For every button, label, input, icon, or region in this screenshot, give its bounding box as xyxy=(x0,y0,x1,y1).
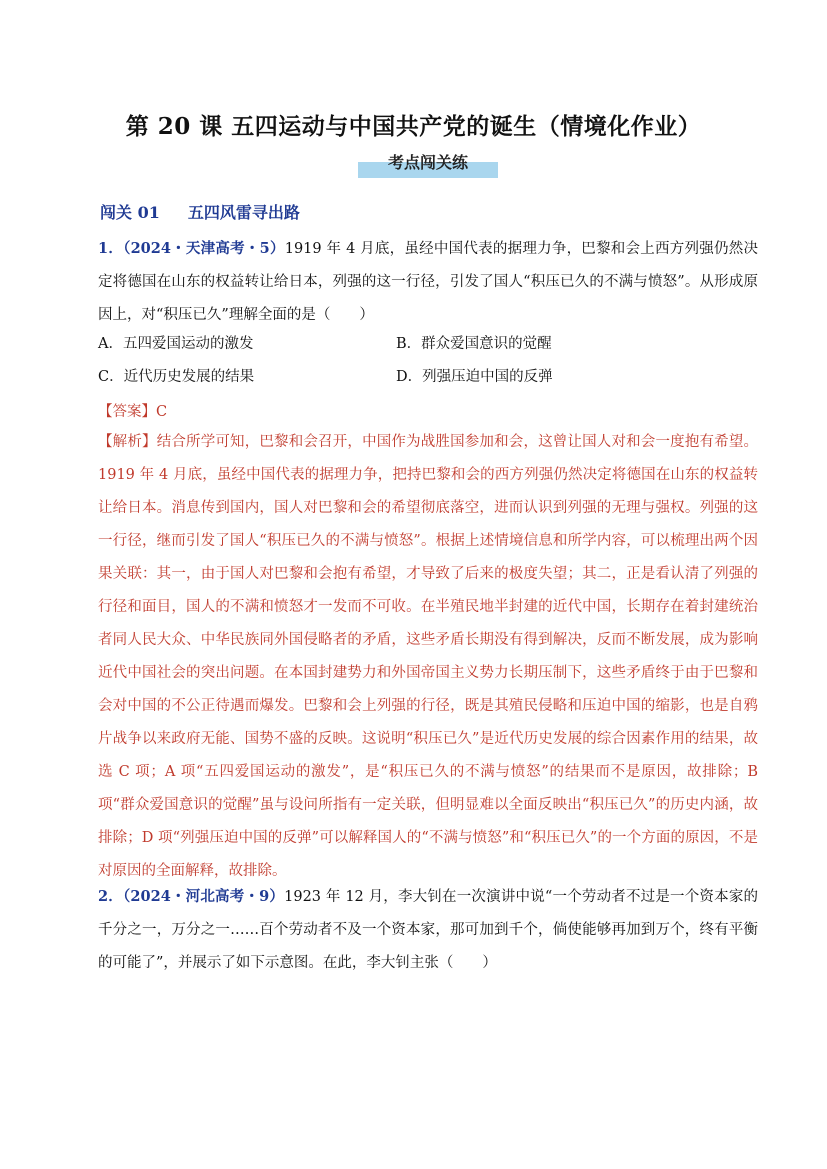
analysis-label: 【解析】 xyxy=(98,434,157,450)
section-heading xyxy=(100,200,300,223)
question-2-stem xyxy=(98,880,758,980)
section-banner xyxy=(358,150,498,178)
question-source: （2024・天津高考・5） xyxy=(123,240,285,257)
question-text: 1923 年 12 月，李大钊在一次演讲中说“一个劳动者不过是一个资本家的千分之一，万分之一……百个劳动者不及一个资本家，那可加到千个，倘使能够再加到万个，终有平衡的可能了”，并展示了如下示意图。在此，李大钊主张（ ） xyxy=(98,889,759,971)
section-id: 闯关 01 xyxy=(100,203,160,222)
question-number: 2． xyxy=(98,888,123,905)
banner-label: 考点闯关练 xyxy=(387,153,468,172)
option-b: B．群众爱国意识的觉醒 xyxy=(396,336,552,352)
page-title: 第 20 课 五四运动与中国共产党的诞生（情境化作业） xyxy=(125,113,702,140)
option-d: D．列强压迫中国的反弹 xyxy=(396,369,553,385)
question-text: 1919 年 4 月底，虽经中国代表的据理力争，巴黎和会上西方列强仍然决定将德国在山东的权益转让给日本，列强的这一行径，引发了国人“积压已久的不满与愤怒”。从形成原因上，对“积压已久”理解全面的是（ ） xyxy=(98,241,758,323)
answer-value: C xyxy=(156,404,168,420)
option-c: C．近代历史发展的结果 xyxy=(98,369,255,385)
question-source: （2024・河北高考・9） xyxy=(122,888,285,905)
question-1-stem xyxy=(98,232,758,332)
option-a: A．五四爱国运动的激发 xyxy=(98,336,254,352)
answer-label: 【答案】 xyxy=(98,404,156,420)
answer-line xyxy=(98,396,167,429)
analysis-text: 结合所学可知，巴黎和会召开，中国作为战胜国参加和会，这曾让国人对和会一度抱有希望。1919 年 4 月底，虽经中国代表的据理力争，把持巴黎和会的西方列强仍然决定将德国在山东的权益转让给日本。消息传到国内，国人对巴黎和会的希望彻底落空，进而认识到列强的无理与强权。列强的这一行径，继而引发了国人“积压已久的不满与愤怒”。根据上述情境信息和所学内容，可以梳理出两个因果关联：其一，由于国人对巴黎和会抱有希望，才导致了后来的极度失望；其二，正是看认清了列强的行径和面目，国人的不满和愤怒才一发而不可收。在半殖民地半封建的近代中国，长期存在着封建统治者同人民大众、中华民族同外国侵略者的矛盾，这些矛盾长期没有得到解决，反而不断发展，成为影响近代中国社会的突出问题。在本国封建势力和外国帝国主义势力长期压制下，这些矛盾终于由于巴黎和会对中国的不公正待遇而爆发。巴黎和会上列强的行径，既是其殖民侵略和压迫中国的缩影，也是自鸦片战争以来政府无能、国势不盛的反映。这说明“积压已久”是近代历史发展的综合因素作用的结果，故选 C 项；A 项“五四爱国运动的激发”，是“积压已久的不满与愤怒”的结果而不是原因，故排除；B 项“群众爱国意识的觉醒”虽与设问所指有一定关联，但明显难以全面反映出“积压已久”的历史内涵，故排除；D 项“列强压迫中国的反弹”可以解释国人的“不满与愤怒”和“积压已久”的一个方面的原因，不是对原因的全面解释，故排除。 xyxy=(98,434,759,879)
section-name: 五四风雷寻出路 xyxy=(187,203,300,222)
question-number: 1． xyxy=(98,240,124,257)
analysis-paragraph xyxy=(98,426,758,888)
